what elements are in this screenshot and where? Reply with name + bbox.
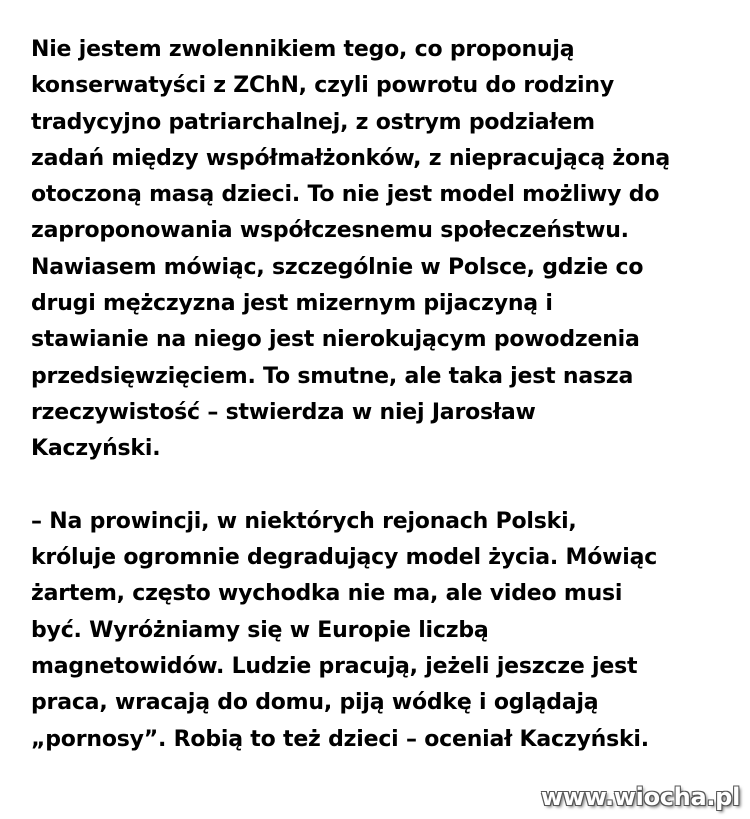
text-line: Nie jestem zwolennikiem tego, co proponują: [31, 37, 575, 62]
text-line: zaproponowania współczesnemu społeczeństwu.: [31, 218, 629, 244]
paragraph-gap: [31, 468, 731, 504]
document-body: [31, 32, 731, 758]
text-line: rzeczywistość – stwierdza w niej Jarosław: [31, 399, 536, 425]
text-line: – Na prowincji, w niektórych rejonach Polski,: [31, 508, 577, 534]
text-line: zadań między współmałżonków, z niepracującą żoną: [31, 145, 671, 171]
text-line: stawianie na niego jest nierokującym powodzenia: [31, 327, 640, 353]
paragraph-1: [31, 32, 731, 468]
text-line: konserwatyści z ZChN, czyli powrotu do rodziny: [31, 73, 614, 99]
text-line: Nawiasem mówiąc, szczególnie w Polsce, gdzie co: [31, 254, 644, 280]
text-line: otoczoną masą dzieci. To nie jest model możliwy do: [31, 182, 660, 208]
text-line: być. Wyróżniamy się w Europie liczbą: [31, 617, 489, 643]
text-line: przedsięwzięciem. To smutne, ale taka jest nasza: [31, 363, 634, 389]
text-line: praca, wracają do domu, piją wódkę i oglądają: [31, 690, 599, 716]
text-line: żartem, często wychodka nie ma, ale video musi: [31, 581, 623, 607]
text-line: tradycyjno patriarchalnej, z ostrym podziałem: [31, 109, 595, 135]
text-line: Kaczyński.: [31, 436, 161, 462]
text-line: króluje ogromnie degradujący model życia. Mówiąc: [31, 545, 658, 571]
text-line: drugi mężczyzna jest mizernym pijaczyną i: [31, 291, 553, 317]
text-line: magnetowidów. Ludzie pracują, jeżeli jeszcze jest: [31, 654, 638, 680]
site-watermark: www.wiocha.pl: [540, 783, 740, 811]
paragraph-2: [31, 504, 731, 758]
text-line: „pornosy”. Robią to też dzieci – oceniał Kaczyński.: [31, 726, 649, 752]
